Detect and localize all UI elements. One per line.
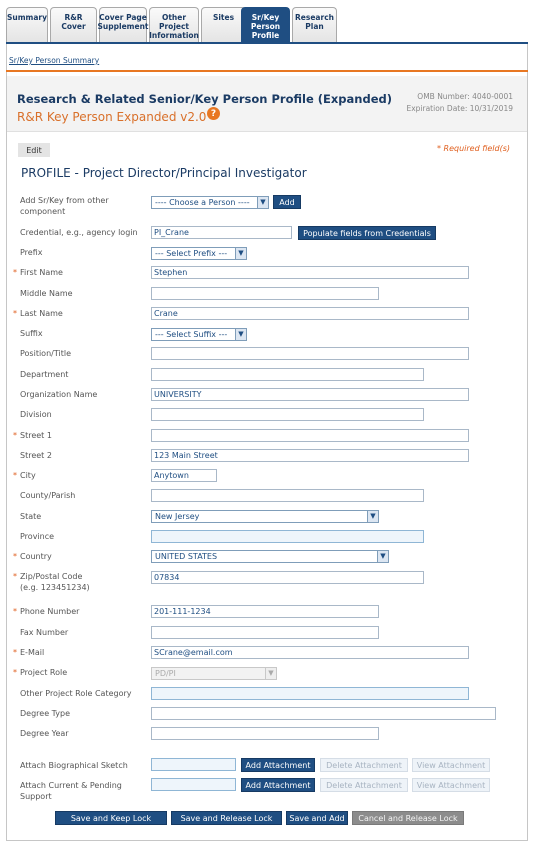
required-marker: * (13, 607, 17, 616)
add-sr-key-label: Add Sr/Key from other component (20, 196, 109, 216)
edit-tab[interactable]: Edit (18, 143, 50, 157)
first-name-input[interactable]: Stephen (151, 266, 469, 279)
country-label (13, 551, 52, 562)
current-pending-add-attachment-button[interactable]: Add Attachment (241, 778, 315, 792)
last-name-label (13, 308, 63, 319)
bio-sketch-add-attachment-button[interactable]: Add Attachment (241, 758, 315, 772)
required-marker: * (13, 648, 17, 657)
section-title: PROFILE - Project Director/Principal Investigator (21, 166, 307, 180)
country-select[interactable] (151, 550, 389, 563)
current-pending-file-input[interactable] (151, 778, 236, 791)
label-text: Zip/Postal Code (20, 572, 83, 581)
label-text: Project Role (20, 668, 68, 677)
department-input[interactable] (151, 368, 424, 381)
chevron-down-icon: ▼ (377, 551, 388, 562)
label-text: City (20, 471, 36, 480)
province-input[interactable] (151, 530, 424, 543)
help-icon[interactable] (207, 107, 220, 120)
street2-label: Street 2 (20, 451, 52, 460)
bio-sketch-delete-attachment-button: Delete Attachment (320, 758, 408, 772)
required-marker: * (13, 309, 17, 318)
label-text: Last Name (20, 309, 63, 318)
tab-bar (6, 7, 536, 43)
credential-input[interactable]: PI_Crane (151, 226, 292, 239)
tab-label: Sites (212, 13, 235, 22)
tab-label: Sr/Key Person Profile (250, 13, 281, 40)
county-label: County/Parish (20, 491, 76, 500)
tab-other-project-information[interactable] (149, 7, 199, 42)
cancel-release-lock-button[interactable]: Cancel and Release Lock (352, 811, 464, 825)
chevron-down-icon: ▼ (235, 329, 246, 340)
required-fields-note: * Required field(s) (436, 144, 510, 153)
chevron-down-icon: ▼ (257, 197, 268, 208)
tab-label: R&R Cover (61, 13, 86, 31)
current-pending-label: Attach Current & Pending Support (20, 781, 122, 801)
form-frame (6, 44, 528, 841)
phone-label (13, 606, 80, 617)
organization-name-label: Organization Name (20, 390, 98, 399)
division-input[interactable] (151, 408, 424, 421)
suffix-label: Suffix (20, 329, 43, 338)
chevron-down-icon: ▼ (235, 248, 246, 259)
label-text: Phone Number (20, 607, 80, 616)
bio-sketch-file-input[interactable] (151, 758, 236, 771)
credential-label: Credential, e.g., agency login (20, 228, 138, 237)
degree-year-input[interactable] (151, 727, 379, 740)
prefix-select[interactable] (151, 247, 247, 260)
tab-research-plan[interactable] (292, 7, 337, 42)
save-release-lock-button[interactable]: Save and Release Lock (171, 811, 282, 825)
state-label: State (20, 512, 42, 521)
add-person-button[interactable]: Add (273, 195, 301, 209)
street1-label (13, 430, 52, 441)
zip-label (13, 571, 90, 593)
other-role-input[interactable] (151, 687, 469, 700)
current-pending-delete-attachment-button: Delete Attachment (320, 778, 408, 792)
required-marker: * (13, 552, 17, 561)
tab-label: Cover Page Supplement (97, 13, 149, 31)
omb-info (406, 91, 513, 115)
form-version-title: R&R Key Person Expanded v2.0 (17, 110, 207, 124)
street2-input[interactable]: 123 Main Street (151, 449, 469, 462)
first-name-label (13, 267, 63, 278)
position-title-input[interactable] (151, 347, 469, 360)
tab-sr-key-person-profile[interactable] (241, 7, 290, 42)
middle-name-input[interactable] (151, 287, 379, 300)
chevron-down-icon: ▼ (367, 511, 378, 522)
tab-label: Other Project Information (149, 13, 199, 40)
degree-year-label: Degree Year (20, 729, 69, 738)
select-value: ---- Choose a Person ---- (155, 198, 250, 207)
header-divider (6, 70, 528, 72)
label-text: Country (20, 552, 52, 561)
bio-sketch-label: Attach Biographical Sketch (20, 761, 128, 770)
zip-hint: (e.g. 123451234) (20, 583, 90, 592)
select-value: --- Select Prefix --- (155, 249, 228, 258)
county-input[interactable] (151, 489, 424, 502)
fax-label: Fax Number (20, 628, 69, 637)
select-value: UNITED STATES (155, 552, 218, 561)
department-label: Department (20, 370, 69, 379)
project-role-select (151, 667, 277, 680)
state-select[interactable] (151, 510, 379, 523)
page-title: Research & Related Senior/Key Person Profile (Expanded) (17, 92, 392, 106)
required-marker: * (13, 668, 17, 677)
tab-rr-cover[interactable] (50, 7, 97, 42)
required-marker: * (13, 471, 17, 480)
required-marker: * (13, 572, 17, 581)
city-label (13, 470, 36, 481)
expiration-date: Expiration Date: 10/31/2019 (406, 104, 513, 113)
degree-type-input[interactable] (151, 707, 496, 720)
omb-number: OMB Number: 4040-0001 (417, 92, 513, 101)
help-glyph: ? (210, 108, 217, 119)
city-input[interactable]: Anytown (151, 469, 217, 482)
tab-summary[interactable] (6, 7, 48, 42)
tab-cover-page-supplement[interactable] (99, 7, 147, 42)
division-label: Division (20, 410, 52, 419)
fax-input[interactable] (151, 626, 379, 639)
degree-type-label: Degree Type (20, 709, 71, 718)
tab-label: Research Plan (295, 13, 334, 31)
chevron-down-icon: ▼ (265, 668, 276, 679)
label-text: First Name (20, 268, 63, 277)
select-value: New Jersey (155, 512, 200, 521)
tab-sites[interactable] (201, 7, 246, 42)
other-role-label: Other Project Role Category (20, 689, 132, 698)
middle-name-label: Middle Name (20, 289, 73, 298)
position-title-label: Position/Title (20, 349, 71, 358)
current-pending-view-attachment-button: View Attachment (412, 778, 490, 792)
label-text: E-Mail (20, 648, 45, 657)
save-add-button[interactable]: Save and Add (286, 811, 348, 825)
required-marker: * (13, 431, 17, 440)
email-input[interactable]: SCrane@email.com (151, 646, 469, 659)
organization-name-input[interactable]: UNIVERSITY (151, 388, 469, 401)
breadcrumb-sr-key-person-summary[interactable]: Sr/Key Person Summary (9, 56, 100, 65)
save-keep-lock-button[interactable]: Save and Keep Lock (55, 811, 167, 825)
prefix-label: Prefix (20, 248, 43, 257)
bio-sketch-view-attachment-button: View Attachment (412, 758, 490, 772)
province-label: Province (20, 532, 55, 541)
required-marker: * (13, 268, 17, 277)
tab-label: Summary (6, 13, 48, 22)
street1-input[interactable] (151, 429, 469, 442)
email-label (13, 647, 45, 658)
phone-input[interactable]: 201-111-1234 (151, 605, 379, 618)
suffix-select[interactable] (151, 328, 247, 341)
populate-credentials-button[interactable]: Populate fields from Credentials (298, 226, 436, 240)
zip-input[interactable]: 07834 (151, 571, 424, 584)
select-value: PD/PI (155, 669, 176, 678)
label-text: Street 1 (20, 431, 52, 440)
choose-person-select[interactable] (151, 196, 269, 209)
select-value: --- Select Suffix --- (155, 330, 228, 339)
project-role-label (13, 667, 68, 678)
last-name-input[interactable]: Crane (151, 307, 469, 320)
